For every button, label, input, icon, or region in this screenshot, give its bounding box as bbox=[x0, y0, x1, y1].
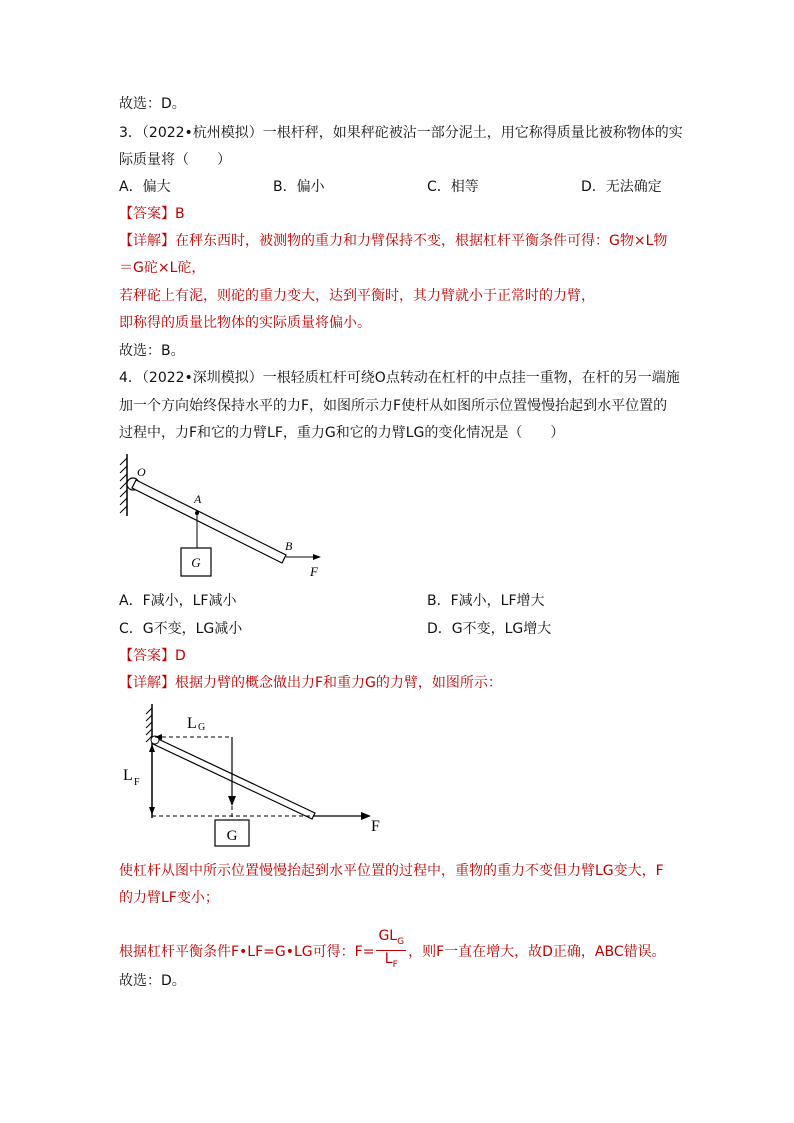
detail-text: 根据力臂的概念做出力F和重力G的力臂，如图所示： bbox=[175, 675, 502, 691]
fraction-denominator: L bbox=[384, 950, 393, 967]
q2-conclusion: 故选：D。 bbox=[119, 96, 186, 112]
point-o-label: O bbox=[137, 465, 146, 479]
lever-arm-figure bbox=[115, 700, 390, 850]
point-a-label: A bbox=[194, 492, 202, 506]
arrow-icon bbox=[313, 554, 321, 560]
q3-answer bbox=[119, 204, 185, 224]
lf-label-sub: F bbox=[134, 777, 140, 788]
q4-conclusion: 故选：D。 bbox=[119, 973, 186, 989]
q3-detail-line2: ＝G砣×L砣， bbox=[119, 260, 206, 276]
lf-label: L bbox=[123, 767, 133, 784]
q4-stem-line3: 过程中，力F和它的力臂LF，重力G和它的力臂LG的变化情况是（ ） bbox=[119, 425, 565, 441]
q4-detail-line1 bbox=[119, 673, 502, 693]
q3-stem-line2: 际质量将（ ） bbox=[119, 152, 231, 168]
detail-label: 【详解】 bbox=[119, 675, 175, 691]
q3-option-b: B．偏小 bbox=[273, 179, 325, 195]
q4-option-d: D．G不变，LG增大 bbox=[427, 621, 552, 637]
formula-fraction bbox=[376, 929, 406, 973]
fraction-numerator-sub: G bbox=[397, 936, 405, 947]
q4-detail-line3: 的力臂LF变小； bbox=[119, 890, 219, 906]
force-f-label: F bbox=[310, 564, 318, 579]
answer-value: B bbox=[175, 206, 185, 222]
q3-option-a: A．偏大 bbox=[119, 179, 171, 195]
q4-option-c: C．G不变，LG减小 bbox=[119, 621, 243, 637]
q3-stem-line1: 3．（2022•杭州模拟）一根杆秤，如果秤砣被沾一部分泥土，用它称得质量比被称物体的实 bbox=[119, 125, 683, 141]
q3-detail-line3: 若秤砣上有泥，则砣的重力变大，达到平衡时，其力臂就小于正常时的力臂， bbox=[119, 288, 595, 304]
q4-option-b: B．F减小，LF增大 bbox=[427, 593, 545, 609]
q3-detail-line4: 即称得的质量比物体的实际质量将偏小。 bbox=[119, 315, 371, 331]
lever-bar bbox=[153, 738, 315, 819]
q3-option-c: C．相等 bbox=[427, 179, 479, 195]
fraction-denominator-sub: F bbox=[392, 959, 398, 970]
fraction-numerator: GL bbox=[378, 928, 398, 944]
lg-label: L bbox=[187, 715, 197, 732]
lever-figure bbox=[115, 450, 335, 585]
q4-stem-line1: 4．（2022•深圳模拟）一根轻质杠杆可绕O点转动在杠杆的中点挂一重物，在杆的另一端施 bbox=[119, 370, 680, 386]
formula-pre: 根据杠杆平衡条件F•LF=G•LG可得：F= bbox=[119, 943, 375, 960]
answer-value: D bbox=[175, 648, 186, 664]
force-arrow-icon bbox=[361, 812, 371, 820]
weight-label: G bbox=[226, 828, 238, 844]
weight-label: G bbox=[191, 555, 201, 570]
point-b-label: B bbox=[285, 539, 293, 553]
q4-stem-line2: 加一个方向始终保持水平的力F，如图所示力F使杆从如图所示位置慢慢抬起到水平位置的 bbox=[119, 398, 668, 414]
q4-answer bbox=[119, 646, 186, 666]
q3-detail-line1 bbox=[119, 231, 667, 251]
force-f-label: F bbox=[371, 818, 380, 835]
gravity-arrow-icon bbox=[228, 796, 236, 806]
q4-option-a: A．F减小，LF减小 bbox=[119, 593, 237, 609]
q4-detail-line2: 使杠杆从图中所示位置慢慢抬起到水平位置的过程中，重物的重力不变但力臂LG变大，F bbox=[119, 863, 664, 879]
answer-label: 【答案】 bbox=[119, 206, 175, 222]
q3-conclusion: 故选：B。 bbox=[119, 343, 185, 359]
answer-label: 【答案】 bbox=[119, 648, 175, 664]
q3-option-d: D．无法确定 bbox=[581, 179, 662, 195]
lg-label-sub: G bbox=[198, 722, 206, 733]
q4-detail-line4 bbox=[119, 930, 666, 974]
detail-label: 【详解】 bbox=[119, 233, 175, 249]
formula-post: ，则F一直在增大，故D正确，ABC错误。 bbox=[408, 943, 666, 960]
detail-text: 在秤东西时，被测物的重力和力臂保持不变，根据杠杆平衡条件可得：G物×L物 bbox=[175, 233, 668, 249]
